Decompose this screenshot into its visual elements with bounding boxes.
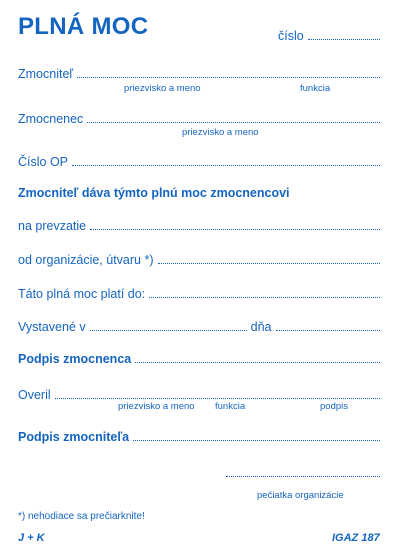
vystavene-row — [18, 320, 380, 334]
overil-label: Overil — [18, 388, 51, 402]
zmocnenec-row — [18, 112, 380, 126]
podpis-zmocnitela-field[interactable] — [133, 440, 380, 441]
cislo-op-label: Číslo OP — [18, 155, 69, 169]
od-organizacie-field[interactable] — [158, 263, 381, 264]
podpis-zmocnenca-label: Podpis zmocnenca — [18, 352, 132, 366]
zmocnenec-name-hint: priezvisko a meno — [182, 127, 259, 138]
vystavene-label: Vystavené v — [18, 320, 86, 334]
zmocnitel-label: Zmocniteľ — [18, 67, 74, 81]
dna-label: dňa — [250, 320, 272, 334]
number-label: číslo — [278, 29, 304, 43]
overil-function-hint: funkcia — [215, 401, 246, 412]
podpis-zmocnenca-row — [18, 352, 380, 366]
vystavene-place-field[interactable] — [90, 330, 247, 331]
vystavene-date-field[interactable] — [276, 330, 381, 331]
cislo-op-field[interactable] — [72, 165, 380, 166]
number-field[interactable] — [308, 39, 380, 40]
peciatka-row — [226, 476, 380, 480]
plati-do-field[interactable] — [149, 297, 380, 298]
overil-row — [18, 388, 380, 402]
zmocnitel-function-hint: funkcia — [300, 83, 331, 94]
footnote: *) nehodiace sa prečiarknite! — [18, 511, 145, 522]
podpis-zmocnitela-row — [18, 430, 380, 444]
plati-do-label: Táto plná moc platí do: — [18, 287, 146, 301]
zmocnenec-field[interactable] — [87, 122, 380, 123]
zmocnitel-name-hint: priezvisko a meno — [124, 83, 201, 94]
overil-signature-hint: podpis — [320, 401, 348, 412]
od-organizacie-row — [18, 253, 380, 267]
na-prevzatie-field[interactable] — [90, 229, 380, 230]
zmocnitel-field[interactable] — [77, 77, 380, 78]
podpis-zmocnenca-field[interactable] — [135, 362, 380, 363]
na-prevzatie-label: na prevzatie — [18, 219, 87, 233]
od-organizacie-label: od organizácie, útvaru *) — [18, 253, 154, 267]
cislo-op-row — [18, 155, 380, 169]
overil-field[interactable] — [55, 398, 380, 399]
number-row — [278, 29, 380, 43]
peciatka-hint: pečiatka organizácie — [257, 490, 344, 501]
statement-row — [18, 186, 380, 200]
overil-name-hint: priezvisko a meno — [118, 401, 195, 412]
form-title: PLNÁ MOC — [18, 13, 149, 40]
peciatka-field[interactable] — [226, 476, 380, 477]
plati-do-row — [18, 287, 380, 301]
printer-mark: J + K — [18, 532, 45, 544]
statement-text: Zmocniteľ dáva týmto plnú moc zmocnencovi — [18, 186, 290, 200]
na-prevzatie-row — [18, 219, 380, 233]
form-code: IGAZ 187 — [332, 532, 380, 544]
zmocnitel-row — [18, 67, 380, 81]
podpis-zmocnitela-label: Podpis zmocniteľa — [18, 430, 130, 444]
zmocnenec-label: Zmocnenec — [18, 112, 84, 126]
